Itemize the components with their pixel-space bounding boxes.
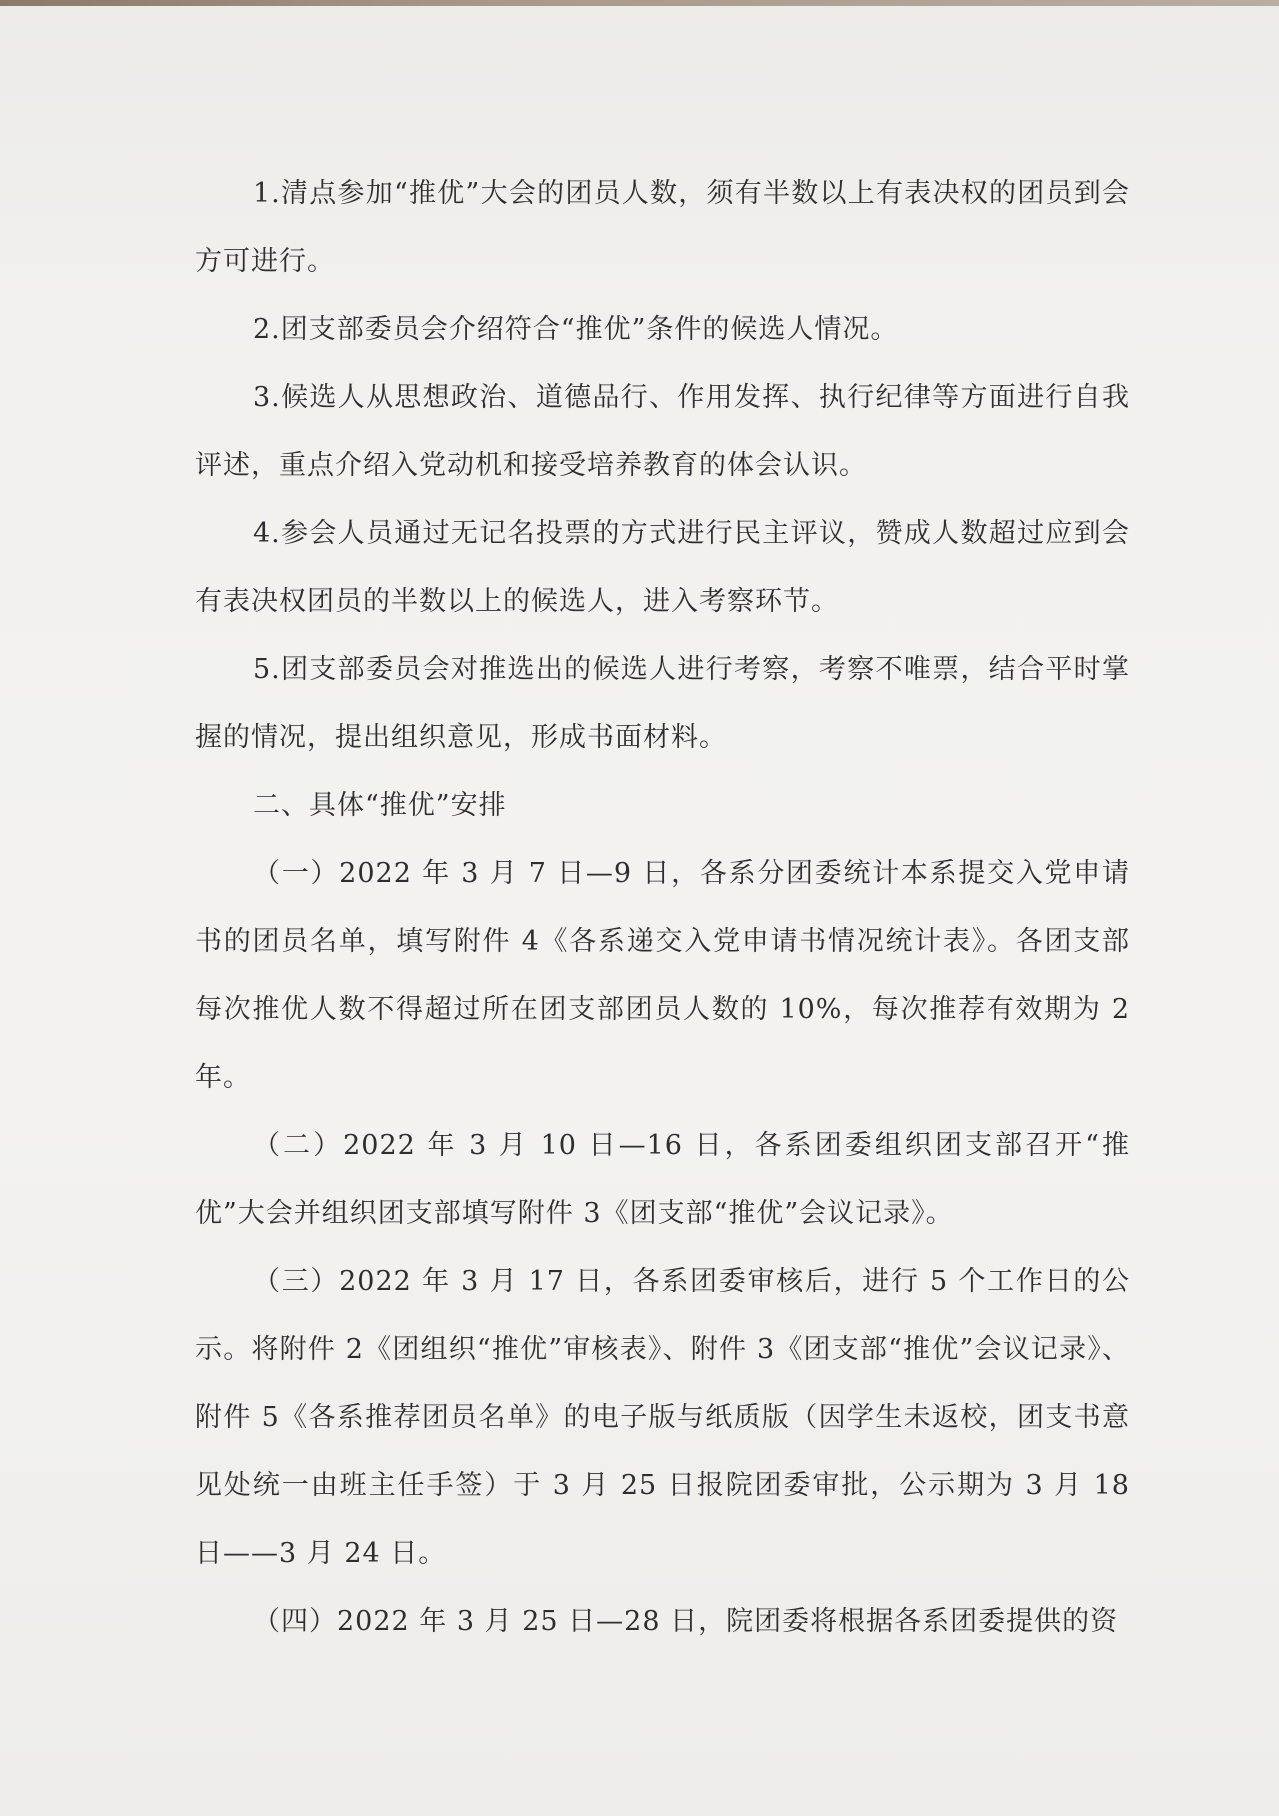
paragraph-arrangement-2: （二）2022 年 3 月 10 日—16 日，各系团委组织团支部召开“推优”大会并组织团支部填写附件 3《团支部“推优”会议记录》。 — [195, 1130, 1130, 1229]
paragraph-arrangement-4: （四）2022 年 3 月 25 日—28 日，院团委将根据各系团委提供的资 — [253, 1606, 1119, 1637]
paragraph-step-1: 1.清点参加“推优”大会的团员人数，须有半数以上有表决权的团员到会方可进行。 — [195, 178, 1130, 277]
paragraph-step-3: 3.候选人从思想政治、道德品行、作用发挥、执行纪律等方面进行自我评述，重点介绍入党动机和接受培养教育的体会认识。 — [195, 382, 1130, 481]
paragraph-step-4: 4.参会人员通过无记名投票的方式进行民主评议，赞成人数超过应到会有表决权团员的半数以上的候选人，进入考察环节。 — [195, 518, 1130, 617]
document-body — [195, 160, 1130, 1656]
paragraph-step-2: 2.团支部委员会介绍符合“推优”条件的候选人情况。 — [253, 314, 899, 345]
section-heading-arrangement: 二、具体“推优”安排 — [253, 790, 507, 821]
paragraph-step-5: 5.团支部委员会对推选出的候选人进行考察，考察不唯票，结合平时掌握的情况，提出组织意见，形成书面材料。 — [195, 654, 1130, 753]
paragraph-arrangement-3: （三）2022 年 3 月 17 日，各系团委审核后，进行 5 个工作日的公示。将附件 2《团组织“推优”审核表》、附件 3《团支部“推优”会议记录》、附件 5《各系推荐团员名单》的电子版与纸质版（因学生未返校，团支书意见处统一由班主任手签）于 3 月 25 日报院团委审批，公示期为 3 月 18 日——3 月 24 日。 — [195, 1266, 1130, 1569]
page-top-edge — [0, 0, 1279, 6]
paragraph-arrangement-1: （一）2022 年 3 月 7 日—9 日，各系分团委统计本系提交入党申请书的团员名单，填写附件 4《各系递交入党申请书情况统计表》。各团支部每次推优人数不得超过所在团支部团员人数的 10%，每次推荐有效期为 2 年。 — [195, 858, 1130, 1093]
